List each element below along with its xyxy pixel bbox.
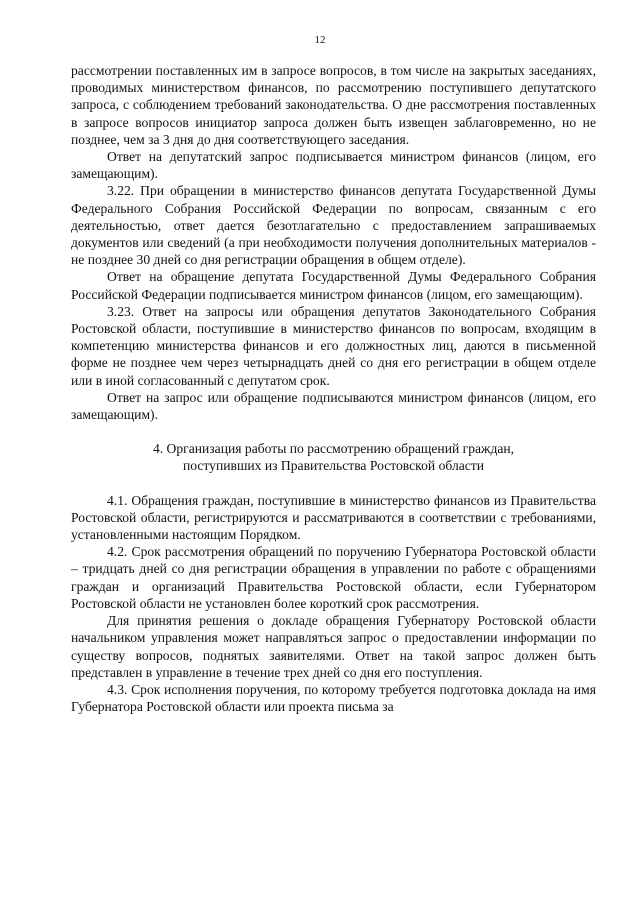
paragraph: Для принятия решения о докладе обращения Губернатору Ростовской области начальником управления может направляться запрос о предоставлении информации по существу вопросов, поднятых заявителями. Ответ на такой запрос должен быть представлен в управление в течение трех дней со дня его поступления.: [71, 613, 596, 680]
page-number: 12: [314, 34, 326, 46]
paragraph: Ответ на запрос или обращение подписываются министром финансов (лицом, его замещающим).: [71, 389, 596, 423]
paragraph-4-1: 4.1. Обращения граждан, поступившие в министерство финансов из Правительства Ростовской области, регистрируются и рассматриваются в соответствии с требованиями, установленными настоящим Порядком.: [71, 492, 596, 543]
paragraph: Ответ на депутатский запрос подписывается министром финансов (лицом, его замещающим).: [71, 149, 596, 182]
section-heading: [71, 440, 596, 474]
paragraph-3-22: 3.22. При обращении в министерство финансов депутата Государственной Думы Федерального Собрания Российской Федерации по вопросам, связанным с его деятельностью, ответ дается безотлагательно с предоставлением запрашиваемых документов или сведений (а при необходимости получения дополнительных материалов - не позднее 30 дней со дня регистрации обращения в общем отделе).: [71, 183, 596, 268]
section-heading-line-2: поступивших из Правительства Ростовской области: [182, 458, 485, 474]
paragraph-3-23: 3.23. Ответ на запросы или обращения депутатов Законодательного Собрания Ростовской области, поступившие в министерство финансов по вопросам, входящим в компетенцию министерства финансов и его должностных лиц, даются в письменной форме не позднее чем через четырнадцать дней со дня его регистрации в общем отделе или в иной согласованный с депутатом срок.: [71, 303, 596, 388]
paragraph: рассмотрении поставленных им в запросе вопросов, в том числе на закрытых заседаниях, проводимых министерством финансов, по рассмотрению поступившего депутатского запроса, с соблюдением требований законодательства. О дне рассмотрения поставленных в запросе вопросов инициатор запроса должен быть извещен заблаговременно, но не позднее, чем за 3 дня до дня соответствующего заседания.: [71, 63, 596, 147]
document-body: [71, 62, 596, 715]
section-heading-line-1: 4. Организация работы по рассмотрению обращений граждан,: [152, 441, 515, 457]
paragraph-4-2: 4.2. Срок рассмотрения обращений по поручению Губернатора Ростовской области – тридцать дней со дня регистрации обращения в управлении по работе с обращениями граждан и организаций Правительства Ростовской области, если Губернатором Ростовской области не установлен более короткий срок рассмотрения.: [71, 544, 596, 611]
paragraph: Ответ на обращение депутата Государственной Думы Федерального Собрания Российской Федерации подписывается министром финансов (лицом, его замещающим).: [71, 269, 596, 302]
paragraph-4-3: 4.3. Срок исполнения поручения, по которому требуется подготовка доклада на имя Губернатора Ростовской области или проекта письма за: [71, 681, 596, 715]
